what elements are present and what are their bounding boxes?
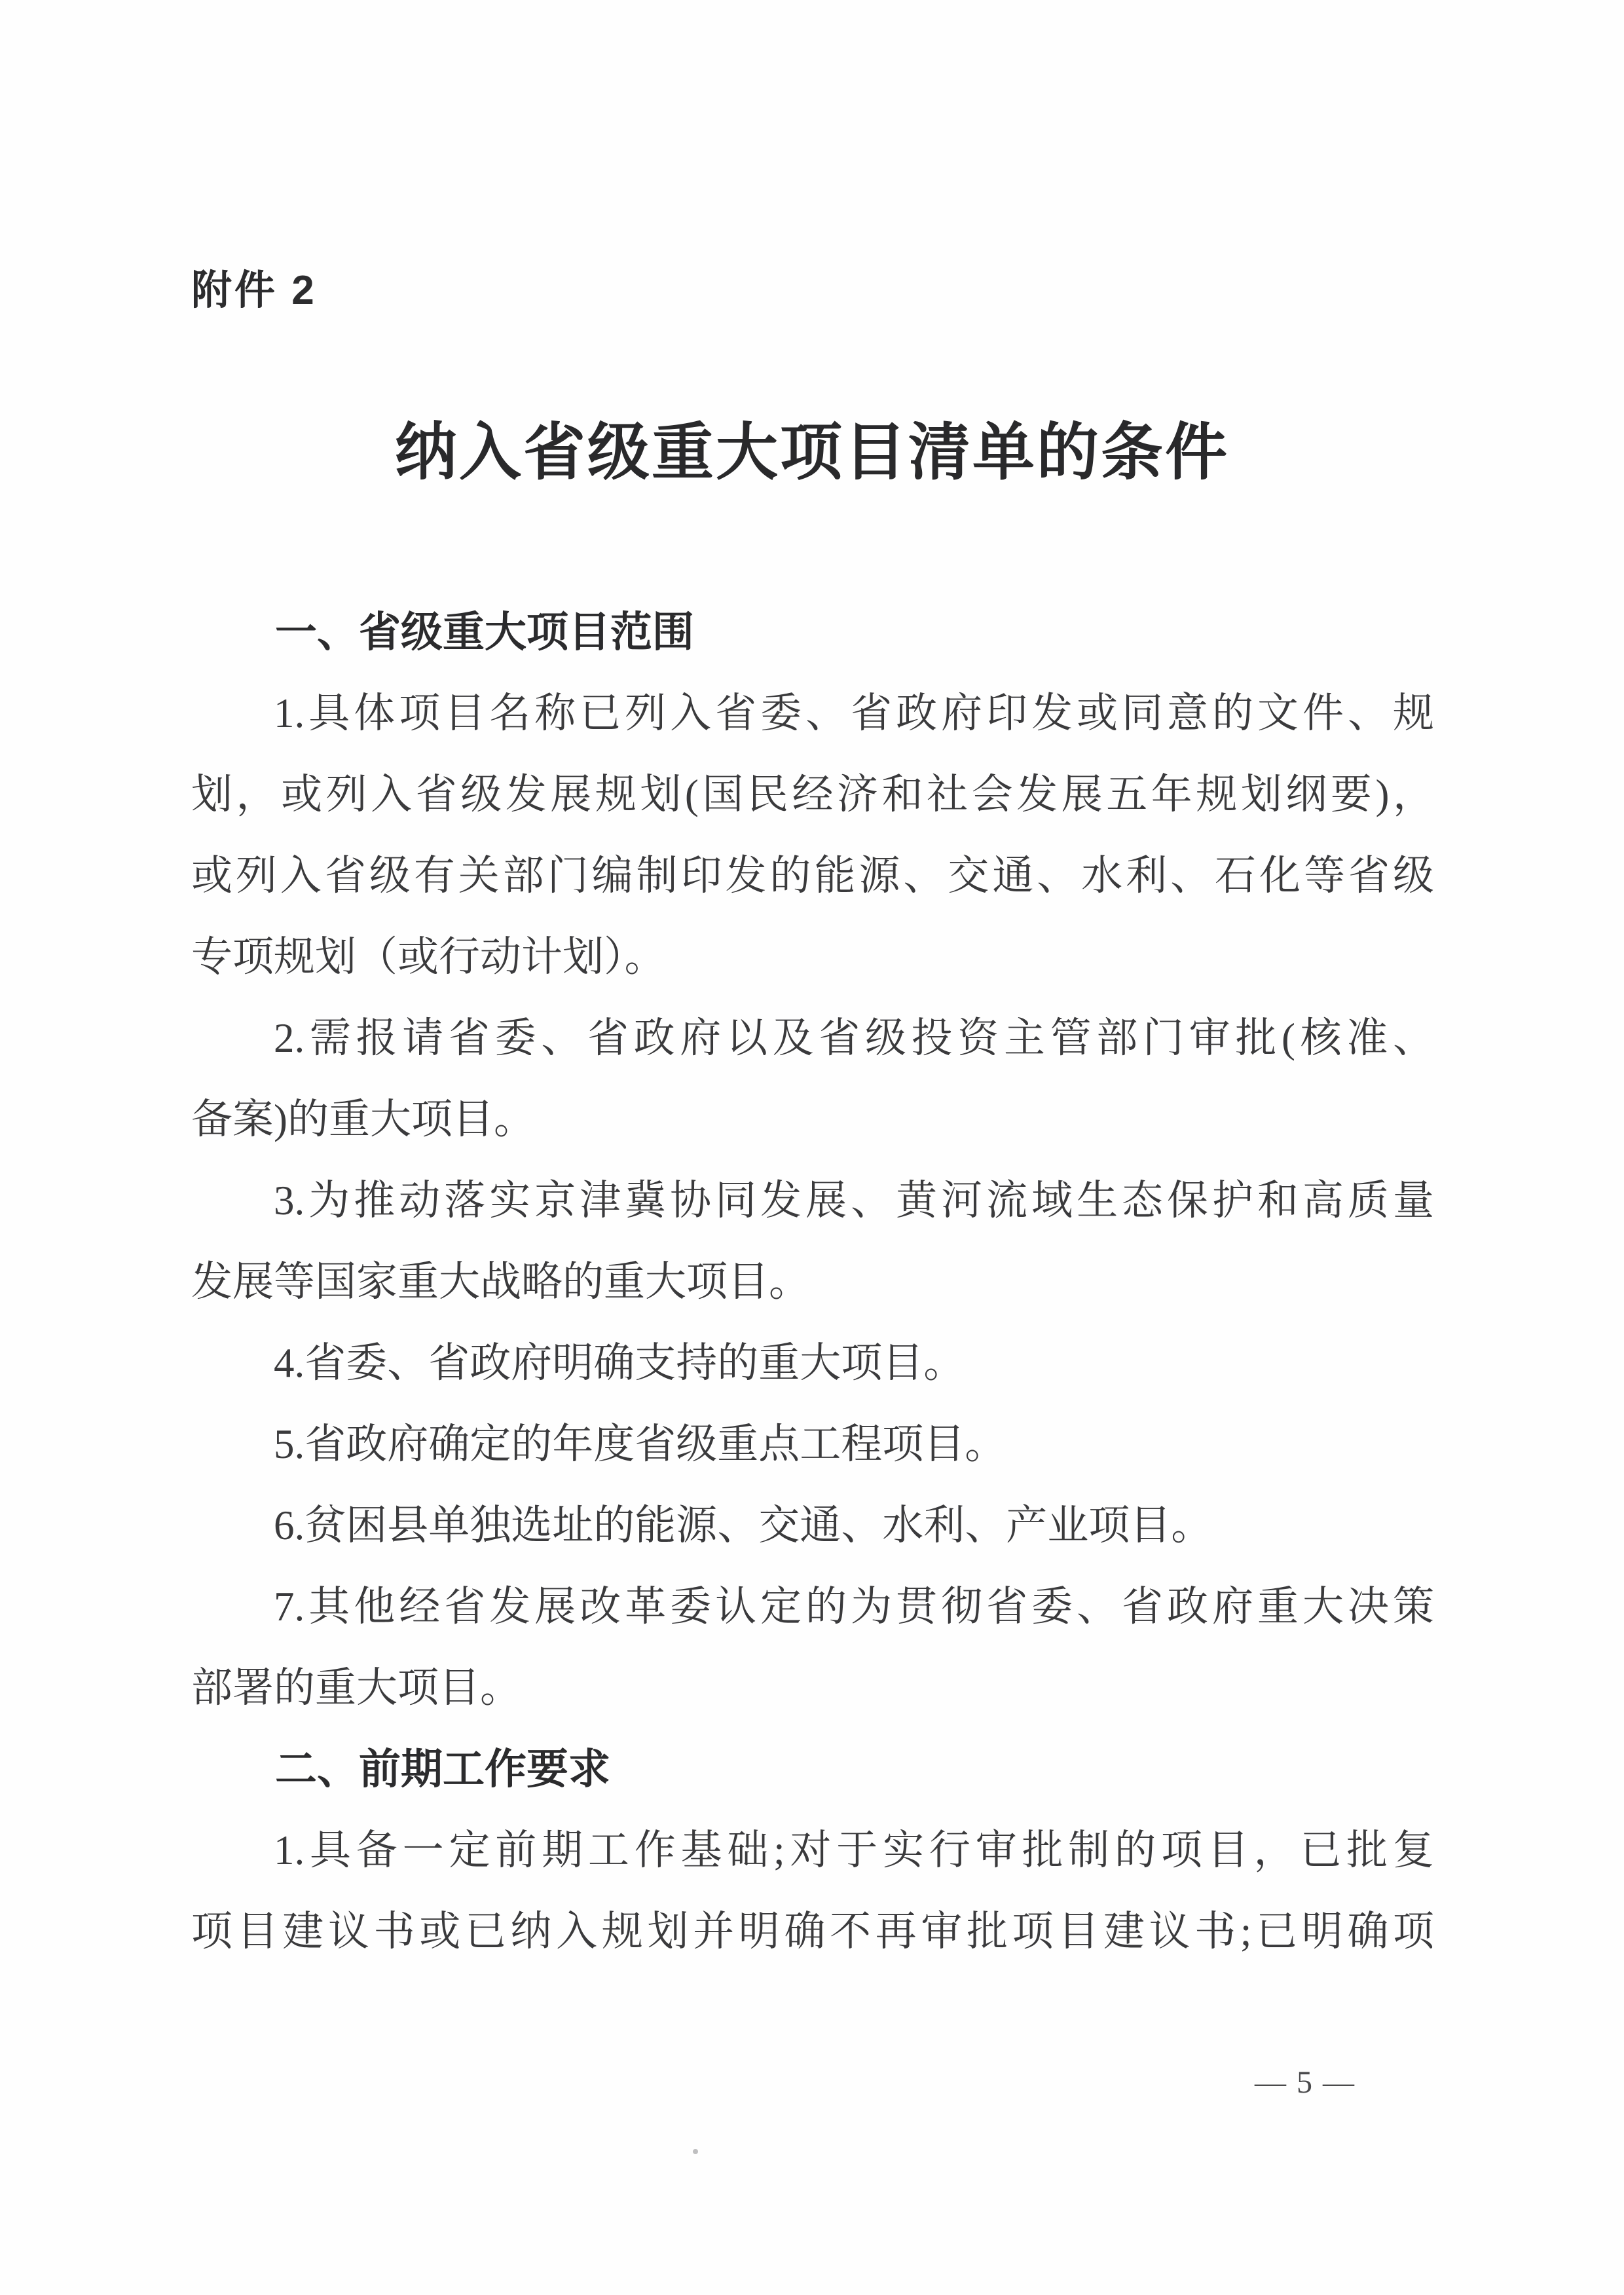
section-heading-1: 一、省级重大项目范围: [275, 608, 694, 656]
attachment-label: 附件 2: [191, 268, 317, 313]
document-line: 或列入省级有关部门编制印发的能源、交通、水利、石化等省级: [191, 853, 1434, 899]
document-line: 1.具备一定前期工作基础;对于实行审批制的项目，已批复: [274, 1827, 1434, 1873]
document-line: 部署的重大项目。: [191, 1665, 521, 1711]
document-line: 7.其他经省发展改革委认定的为贯彻省委、省政府重大决策: [274, 1584, 1434, 1630]
document-line: 5.省政府确定的年度省级重点工程项目。: [274, 1421, 1006, 1467]
document-line: 4.省委、省政府明确支持的重大项目。: [274, 1340, 965, 1386]
document-line: 专项规划（或行动计划）。: [191, 934, 666, 980]
document-line: 6.贫困县单独选址的能源、交通、水利、产业项目。: [274, 1502, 1213, 1548]
document-line: 2.需报请省委、省政府以及省级投资主管部门审批(核准、: [274, 1015, 1434, 1061]
scan-speck-decoration: [693, 2149, 698, 2154]
page-number: — 5 —: [1255, 2065, 1356, 2100]
document-line: 备案)的重大项目。: [191, 1096, 535, 1142]
document-line: 发展等国家重大战略的重大项目。: [191, 1259, 810, 1305]
document-title: 纳入省级重大项目清单的条件: [394, 418, 1229, 487]
section-heading-2: 二、前期工作要求: [275, 1745, 610, 1793]
document-body: [191, 591, 1434, 1972]
document-line: 3.为推动落实京津冀协同发展、黄河流域生态保护和高质量: [274, 1178, 1434, 1223]
document-line: 1.具体项目名称已列入省委、省政府印发或同意的文件、规: [274, 690, 1434, 736]
document-line: 划，或列入省级发展规划(国民经济和社会发展五年规划纲要)，: [191, 772, 1434, 817]
document-line: 项目建议书或已纳入规划并明确不再审批项目建议书;已明确项: [191, 1909, 1434, 1954]
